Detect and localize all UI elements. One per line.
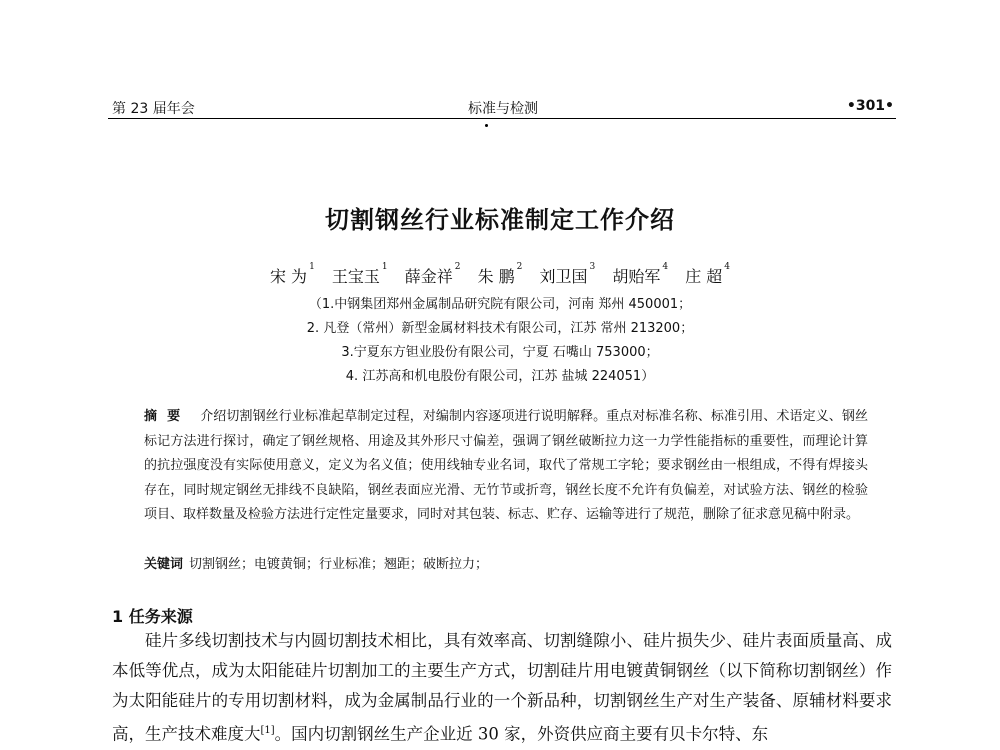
author: 朱 鹏 $^2$ [477, 262, 523, 286]
citation: [1] [260, 725, 275, 736]
paper-title: 切割钢丝行业标准制定工作介绍 [325, 206, 675, 234]
author: 庄 超 $^4$ [685, 262, 731, 286]
author: 王宝玉 $^1$ [331, 262, 388, 286]
affiliation-line: 4. 江苏高和机电股份有限公司，江苏 盐城 224051） [345, 369, 655, 384]
running-header [112, 98, 894, 116]
keywords-label: 关键词 [144, 557, 184, 572]
header-page-number: •301• [846, 98, 894, 114]
keywords-text: 切割钢丝；电镀黄铜；行业标准；翘距；破断拉力； [189, 557, 489, 572]
abstract-label: 摘要 [144, 409, 191, 424]
affiliation-line: 3.宁夏东方钽业股份有限公司，宁夏 石嘴山 753000； [341, 345, 659, 360]
section-heading: 1 任务来源 [112, 607, 193, 626]
affiliation-line: 2. 凡登（常州）新型金属材料技术有限公司，江苏 常州 213200； [306, 321, 694, 336]
abstract-text: 介绍切割钢丝行业标准起草制定过程，对编制内容逐项进行说明解释。重点对标准名称、标准引用、术语定义、钢丝标记方法进行探讨，确定了钢丝规格、用途及其外形尺寸偏差，强调了钢丝破断拉力这一力学性能指标的重要性，而理论计算的抗拉强度没有实际使用意义，定义为名义值；使用线轴专业名词，取代了常规工字轮；要求钢丝由一根组成，不得有焊接头存在，同时规定钢丝无排线不良缺陷，钢丝表面应光滑、无竹节或折弯，钢丝长度不允许有负偏差，对试验方法、钢丝的检验项目、取样数量及检验方法进行定性定量要求，同时对其包装、标志、贮存、运输等进行了规范，删除了征求意见稿中附录。 [144, 409, 868, 522]
author-list [0, 264, 1000, 287]
author: 薛金祥 $^2$ [404, 262, 461, 286]
body-paragraph: 硅片多线切割技术与内圆切割技术相比，具有效率高、切割缝隙小、硅片损失少、硅片表面质量高、成本低等优点，成为太阳能硅片切割加工的主要生产方式，切割硅片用电镀黄铜钢丝（以下简称切割钢丝）作为太阳能硅片的专用切割材料，成为金属制品行业的一个新品种，切割钢丝生产对生产装备、原辅材料要求高，生产技术难度大[1]。国内切割钢丝生产企业近 30 家，外资供应商主要有贝卡尔特、东 [112, 631, 892, 744]
header-conference: 第 23 届年会 [112, 101, 195, 117]
scan-dot [485, 124, 488, 127]
author: 刘卫国 $^3$ [539, 262, 596, 286]
abstract [144, 405, 868, 528]
author: 胡贻军 $^4$ [612, 262, 669, 286]
header-section: 标准与检测 [468, 101, 538, 117]
keywords [144, 553, 868, 572]
author: 宋 为 $^1$ [269, 262, 315, 286]
header-rule [108, 118, 896, 119]
affiliation-line: （1.中钢集团郑州金属制品研究院有限公司，河南 郑州 450001； [308, 297, 692, 312]
